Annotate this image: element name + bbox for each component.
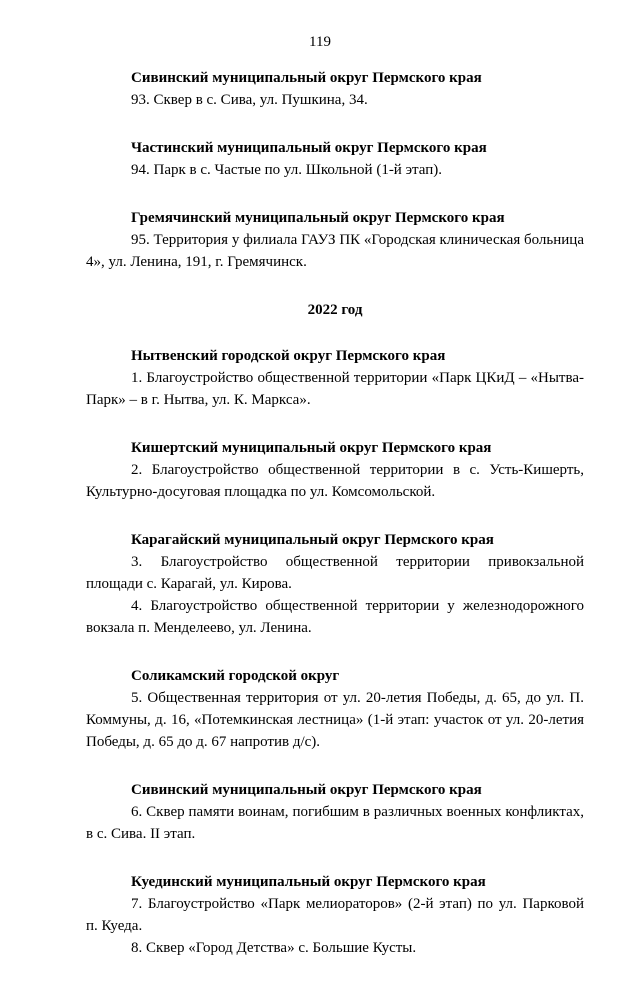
district-section	[86, 779, 584, 845]
list-item: 7. Благоустройство «Парк мелиораторов» (2-й этап) по ул. Парковой п. Куеда.	[86, 896, 584, 934]
district-section	[86, 207, 584, 273]
district-section	[86, 529, 584, 639]
page-number: 119	[309, 34, 331, 50]
district-title: Сивинский муниципальный округ Пермского края	[131, 70, 482, 86]
district-section	[86, 137, 584, 181]
list-item: 2. Благоустройство общественной территории в с. Усть-Кишерть, Культурно-досуговая площадка по ул. Комсомольской.	[86, 462, 584, 500]
list-item: 94. Парк в с. Частые по ул. Школьной (1-й этап).	[131, 162, 442, 178]
district-section	[86, 437, 584, 503]
list-item: 6. Сквер памяти воинам, погибшим в различных военных конфликтах, в с. Сива. II этап.	[86, 804, 584, 842]
list-item: 95. Территория у филиала ГАУЗ ПК «Городская клиническая больница 4», ул. Ленина, 191, г. Гремячинск.	[86, 232, 584, 270]
district-section	[86, 665, 584, 753]
district-section	[86, 67, 584, 111]
list-item: 8. Сквер «Город Детства» с. Большие Кусты.	[131, 940, 417, 956]
year-heading: 2022 год	[307, 302, 363, 318]
district-section	[86, 345, 584, 411]
list-item: 93. Сквер в с. Сива, ул. Пушкина, 34.	[131, 92, 368, 108]
district-title: Соликамский городской округ	[131, 668, 340, 684]
district-section	[86, 871, 584, 959]
list-item: 5. Общественная территория от ул. 20-летия Победы, д. 65, до ул. П. Коммуны, д. 16, «Потемкинская лестница» (1-й этап: участок от ул. 20-летия Победы, д. 65 до д. 67 напротив д/с).	[86, 690, 584, 750]
list-item: 1. Благоустройство общественной территории «Парк ЦКиД – «Нытва-Парк» – в г. Нытва, ул. К. Маркса».	[86, 370, 584, 408]
district-title: Кишертский муниципальный округ Пермского края	[131, 440, 492, 456]
district-title: Карагайский муниципальный округ Пермского края	[131, 532, 494, 548]
document-body	[86, 67, 584, 985]
district-title: Сивинский муниципальный округ Пермского края	[131, 782, 482, 798]
district-title: Куединский муниципальный округ Пермского края	[131, 874, 486, 890]
district-title: Частинский муниципальный округ Пермского края	[131, 140, 487, 156]
list-item: 4. Благоустройство общественной территории у железнодорожного вокзала п. Менделеево, ул. Ленина.	[86, 598, 584, 636]
district-title: Гремячинский муниципальный округ Пермского края	[131, 210, 505, 226]
district-title: Нытвенский городской округ Пермского края	[131, 348, 446, 364]
list-item: 3. Благоустройство общественной территории привокзальной площади с. Карагай, ул. Кирова.	[86, 554, 584, 592]
